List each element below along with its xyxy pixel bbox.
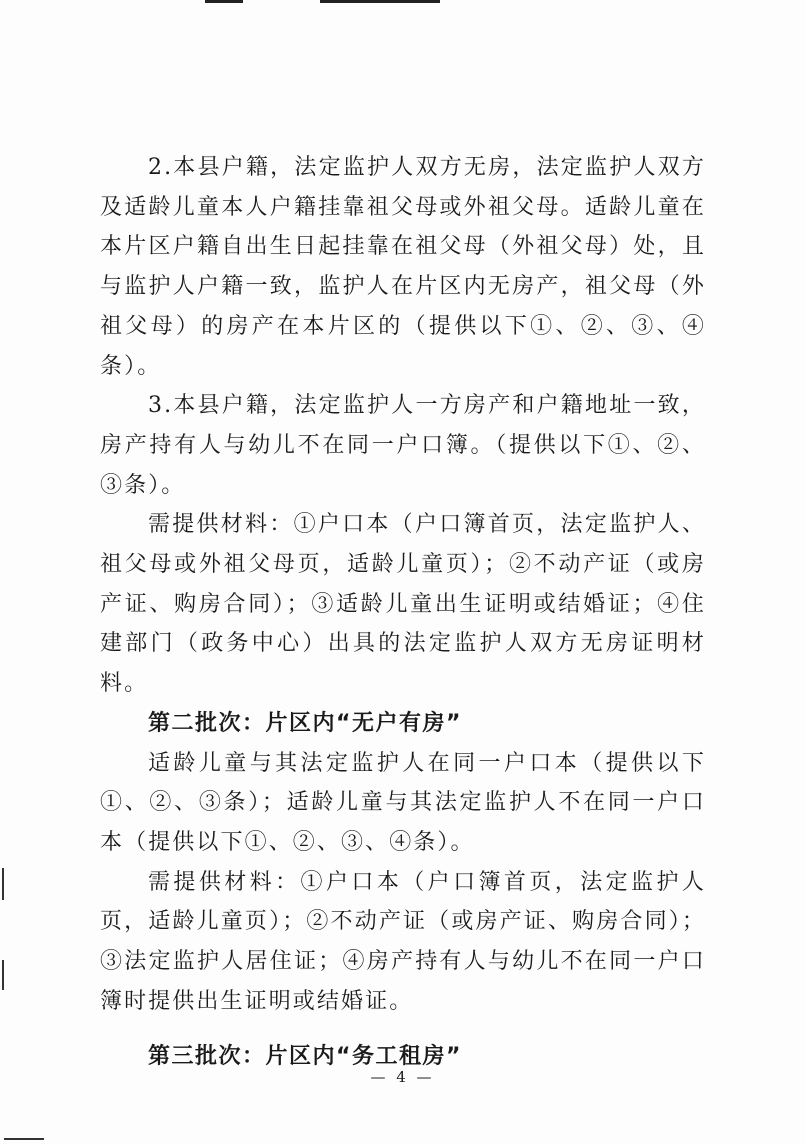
- batch-two-paragraph: 适龄儿童与其法定监护人在同一户口本（提供以下①、②、③条）；适龄儿童与其法定监护人不在同一户口本（提供以下①、②、③、④条）。: [100, 750, 706, 855]
- paragraph-item-3: 3.本县户籍，法定监护人一方房产和户籍地址一致，房产持有人与幼儿不在同一户口簿。（提供以下①、②、③条）。: [100, 393, 706, 498]
- document-body: [100, 148, 706, 1077]
- scan-mark: [320, 0, 440, 3]
- page-number: — 4 —: [370, 1068, 435, 1086]
- binding-mark: [2, 960, 4, 990]
- scan-mark: [205, 0, 243, 3]
- materials-paragraph: 需提供材料：①户口本（户口簿首页，法定监护人、祖父母或外祖父母页，适龄儿童页）；②不动产证（或房产证、购房合同）；③适龄儿童出生证明或结婚证；④住建部门（政务中心）出具的法定监护人双方无房证明材料。: [100, 512, 706, 697]
- batch-two-materials: 需提供材料：①户口本（户口簿首页，法定监护人页，适龄儿童页）；②不动产证（或房产证、购房合同）；③法定监护人居住证；④房产持有人与幼儿不在同一户口簿时提供出生证明或结婚证。: [100, 869, 706, 1014]
- scan-mark: [4, 1138, 44, 1140]
- batch-three-heading: 第三批次：片区内“务工租房”: [148, 1044, 462, 1070]
- binding-mark: [2, 868, 4, 900]
- paragraph-item-2: 2.本县户籍，法定监护人双方无房，法定监护人双方及适龄儿童本人户籍挂靠祖父母或外祖父母。适龄儿童在本片区户籍自出生日起挂靠在祖父母（外祖父母）处，且与监护人户籍一致，监护人在片区内无房产，祖父母（外祖父母）的房产在本片区的（提供以下①、②、③、④条）。: [100, 155, 706, 379]
- batch-two-heading: 第二批次：片区内“无户有房”: [148, 710, 462, 736]
